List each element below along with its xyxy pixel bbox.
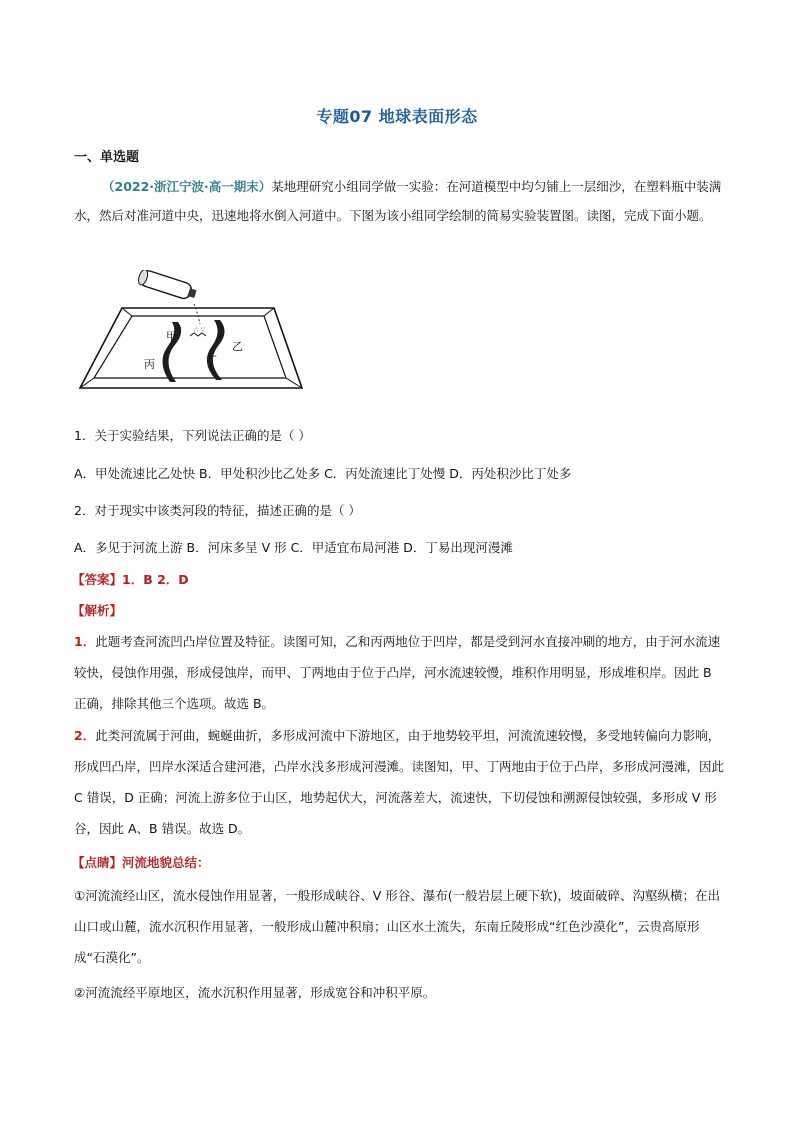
question-2-stem: 2．对于现实中该类河段的特征，描述正确的是（ ） [74,503,361,518]
question-intro [74,172,724,230]
explanation-1-number: 1． [74,634,96,649]
label-jia: 甲 [166,330,177,343]
explanation-1 [74,626,724,719]
question-2-options: A．多见于河流上游 B．河床多呈 V 形 C．甲适宜布局河港 D．丁易出现河漫滩 [74,540,513,555]
tip-point-2: ②河流流经平原地区，流水沉积作用显著，形成宽谷和冲积平原。 [74,985,436,1000]
tip-label: 【点睛】河流地貌总结： [72,855,210,870]
water-bottle [137,270,198,302]
svg-text:∴ ∵: ∴ ∵ [194,326,206,334]
question-intro-text: 某地理研究小组同学做一实验：在河道模型中均匀铺上一层细沙，在塑料瓶中装满水，然后对准河道中央，迅速地将水倒入河道中。下图为该小组同学绘制的简易实验装置图。读图，完成下面小题。 [74,179,722,223]
label-yi: 乙 [232,340,243,353]
explanation-2 [74,720,724,844]
label-ding: 丁 [206,354,217,367]
explanation-1-text: 此题考查河流凹凸岸位置及特征。读图可知，乙和丙两地位于凹岸，都是受到河水直接冲刷的地方，由于河水流速较快，侵蚀作用强，形成侵蚀岸，而甲、丁两地由于位于凸岸，河水流速较慢，堆积作用明显，形成堆积岸。因此 B 正确，排除其他三个选项。故选 B。 [74,634,721,711]
question-1-options: A．甲处流速比乙处快 B．甲处积沙比乙处多 C．丙处流速比丁处慢 D．丙处积沙比丁处多 [74,466,572,481]
explanation-2-text: 此类河流属于河曲，蜿蜒曲折，多形成河流中下游地区，由于地势较平坦，河流流速较慢，多受地转偏向力影响，形成凹凸岸，凹岸水深适合建河港，凸岸水浅多形成河漫滩。读图知，甲、丁两地由于位于凸岸，多形成河漫滩，因此 C 错误，D 正确；河流上游多位于山区，地势起伏大，河流落差大，流速快，下切侵蚀和溯源侵蚀较强，多形成 V 形谷，因此 A、B 错误。故选 D。 [74,728,725,836]
question-1-stem: 1．关于实验结果，下列说法正确的是（ ） [74,428,311,443]
section-heading: 一、单选题 [74,150,140,165]
explanation-2-number: 2． [74,728,96,743]
question-source: （2022·浙江宁波·高一期末） [102,179,272,194]
page-title: 专题07 地球表面形态 [316,107,478,126]
answer-line: 【答案】1．B 2．D [72,572,189,587]
tip-point-1: ①河流流经山区，流水侵蚀作用显著，一般形成峡谷、V 形谷、瀑布(一般岩层上硬下软)，坡面破碎、沟壑纵横；在出山口或山麓，流水沉积作用显著，一般形成山麓冲积扇；山区水土流失，东南丘陵形成“红色沙漠化”，云贵高原形成“石漠化”。 [74,888,720,965]
analysis-label: 【解析】 [72,603,123,618]
experiment-figure [74,270,304,405]
label-bing: 丙 [144,358,155,371]
